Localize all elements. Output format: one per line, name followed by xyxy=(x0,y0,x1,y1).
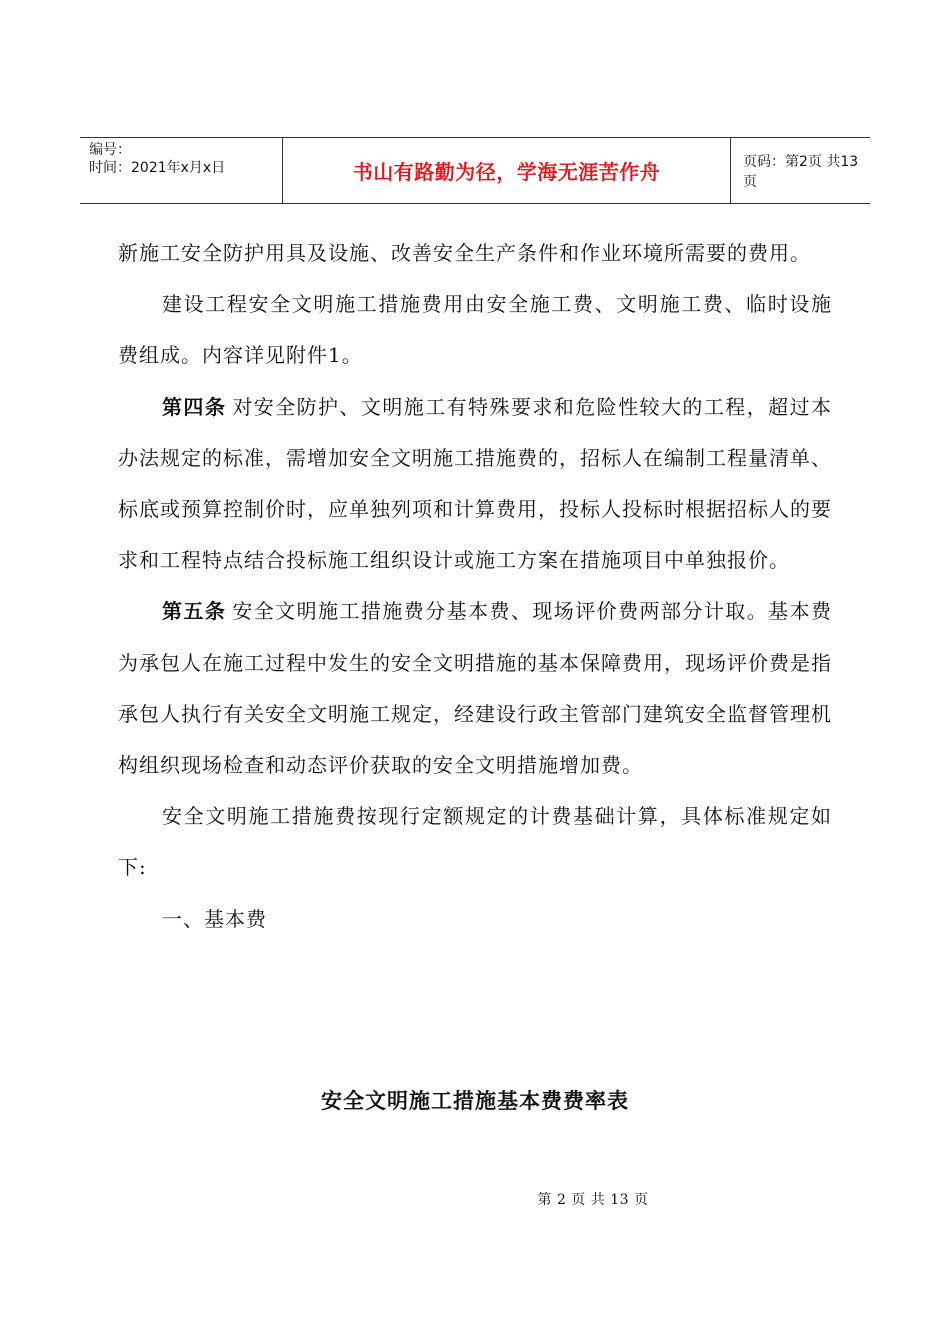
header-motto-cell xyxy=(283,138,731,203)
section-basic-fee: 一、基本费 xyxy=(162,906,267,931)
serial-number-label: 编号： xyxy=(89,142,131,158)
page-footer: 第 2 页 共 13 页 xyxy=(537,1192,649,1208)
date-label: 时间：2021年x月x日 xyxy=(89,160,226,176)
paragraph-calculation: 安全文明施工措施费按现行定额规定的计费基础计算，具体标准规定如下: xyxy=(118,804,832,880)
header-table xyxy=(80,137,870,204)
page-info-text: 页码：第2页 共13页 xyxy=(743,153,859,190)
article-4 xyxy=(118,382,832,587)
paragraph-cost-composition: 建设工程安全文明施工措施费用由安全施工费、文明施工费、临时设施费组成。内容详见附件1。 xyxy=(118,292,832,368)
article-4-title: 第四条 xyxy=(162,394,227,419)
article-5 xyxy=(118,586,832,791)
paragraph-continuation: 新施工安全防护用具及设施、改善安全生产条件和作业环境所需要的费用。 xyxy=(118,241,811,265)
article-5-text: 安全文明施工措施费分基本费、现场评价费两部分计取。基本费为承包人在施工过程中发生的安全文明措施的基本保障费用，现场评价费是指承包人执行有关安全文明施工规定，经建设行政主管部门建筑安全监督管理机构组织现场检查和动态评价获取的安全文明措施增加费。 xyxy=(118,599,833,778)
article-5-title: 第五条 xyxy=(162,599,227,624)
header-page-cell xyxy=(731,138,870,203)
motto-text: 书山有路勤为径，学海无涯苦作舟 xyxy=(352,160,661,184)
table-title: 安全文明施工措施基本费费率表 xyxy=(321,1088,629,1113)
document-body xyxy=(118,228,832,945)
header-meta-cell xyxy=(80,138,283,203)
article-4-text: 对安全防护、文明施工有特殊要求和危险性较大的工程，超过本办法规定的标准，需增加安全文明施工措施费的，招标人在编制工程量清单、标底或预算控制价时，应单独列项和计算费用，投标人投标时根据招标人的要求和工程特点结合投标施工组织设计或施工方案在措施项目中单独报价。 xyxy=(118,394,833,573)
